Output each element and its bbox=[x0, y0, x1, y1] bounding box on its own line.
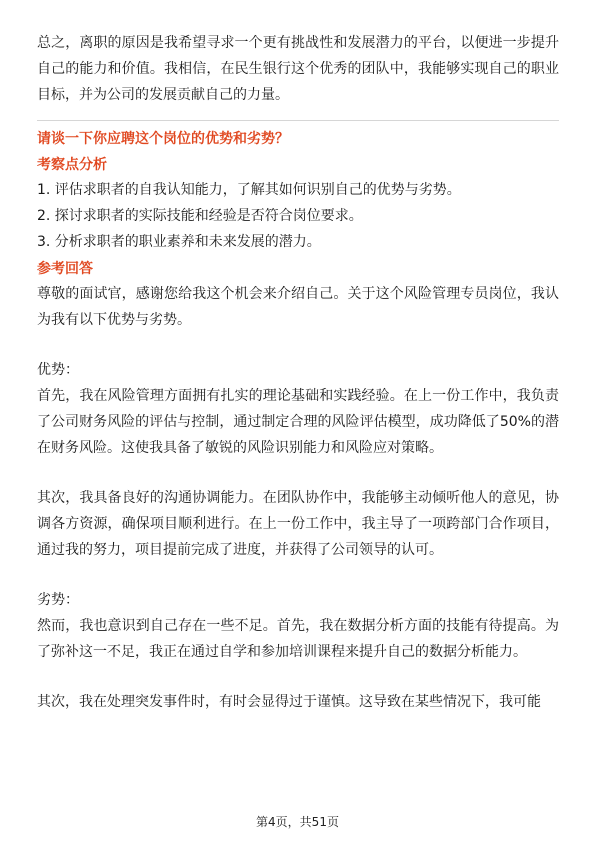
paragraph-gap bbox=[37, 333, 559, 357]
document-page bbox=[37, 30, 559, 715]
question-heading: 请谈一下你应聘这个岗位的优势和劣势？ bbox=[37, 131, 289, 147]
intro-paragraph: 总之，离职的原因是我希望寻求一个更有挑战性和发展潜力的平台，以便进一步提升自己的能力和价值。我相信，在民生银行这个优秀的团队中，我能够实现自己的职业目标，并为公司的发展贡献自己的力量。 bbox=[37, 35, 559, 103]
analysis-item: 1. 评估求职者的自我认知能力，了解其如何识别自己的优势与劣势。 bbox=[37, 182, 461, 198]
paragraph-gap bbox=[37, 665, 559, 689]
strength-paragraph: 其次，我具备良好的沟通协调能力。在团队协作中，我能够主动倾听他人的意见，协调各方资源，确保项目顺利进行。在上一份工作中，我主导了一项跨部门合作项目，通过我的努力，项目提前完成了进度，并获得了公司领导的认可。 bbox=[37, 490, 559, 558]
weaknesses-heading: 劣势： bbox=[37, 592, 79, 608]
weakness-paragraph: 其次，我在处理突发事件时，有时会显得过于谨慎。这导致在某些情况下，我可能 bbox=[37, 694, 541, 710]
analysis-label: 考察点分析 bbox=[37, 157, 107, 173]
analysis-item: 3. 分析求职者的职业素养和未来发展的潜力。 bbox=[37, 234, 321, 250]
section-divider bbox=[37, 120, 559, 121]
answer-opening: 尊敬的面试官，感谢您给我这个机会来介绍自己。关于这个风险管理专员岗位，我认为我有以下优势与劣势。 bbox=[37, 286, 559, 328]
strengths-heading: 优势： bbox=[37, 362, 79, 378]
answer-label: 参考回答 bbox=[37, 261, 93, 277]
paragraph-gap bbox=[37, 461, 559, 485]
analysis-item: 2. 探讨求职者的实际技能和经验是否符合岗位要求。 bbox=[37, 208, 363, 224]
paragraph-gap bbox=[37, 563, 559, 587]
page-footer: 第4页，共51页 bbox=[256, 815, 339, 829]
strength-paragraph: 首先，我在风险管理方面拥有扎实的理论基础和实践经验。在上一份工作中，我负责了公司财务风险的评估与控制，通过制定合理的风险评估模型，成功降低了50%的潜在财务风险。这使我具备了敏锐的风险识别能力和风险应对策略。 bbox=[37, 388, 559, 456]
weakness-paragraph: 然而，我也意识到自己存在一些不足。首先，我在数据分析方面的技能有待提高。为了弥补这一不足，我正在通过自学和参加培训课程来提升自己的数据分析能力。 bbox=[37, 618, 559, 660]
